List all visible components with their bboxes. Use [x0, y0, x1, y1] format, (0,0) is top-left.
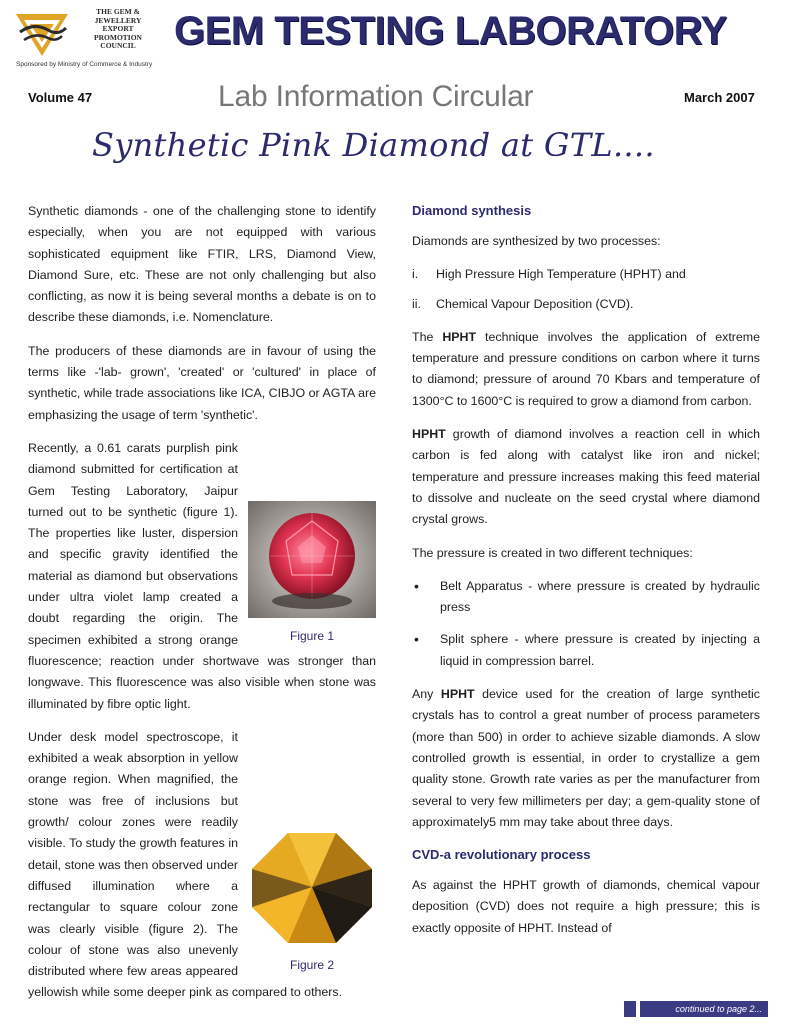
section-heading-diamond-synthesis: Diamond synthesis	[412, 203, 532, 218]
paragraph-text: The	[412, 329, 443, 344]
list-item: • Belt Apparatus - where pressure is created by hydraulic press	[412, 576, 760, 619]
right-paragraph-2	[412, 327, 760, 412]
yellow-diamond-zoning-image	[248, 829, 376, 947]
logo-org-line: JEWELLERY	[94, 15, 142, 25]
left-paragraph-4-text: Under desk model spectroscope, it exhibited a weak absorption in yellow orange region. When magnified, the stone was free of inclusions but growth/ colour zones were readily visible. To study the growth features in detail, stone was then observed under diffused illumination where a rectangular to square colour zone was clearly visible (figure 2). The colour of stone was also unevenly distributed where few areas appeared yellowish while some deeper pink as compared to others.	[28, 729, 343, 1000]
paragraph-text: Any	[412, 687, 441, 702]
issue-date: March 2007	[684, 90, 755, 105]
article-headline: Synthetic Pink Diamond at GTL....	[92, 126, 655, 164]
list-item-number: ii.	[412, 296, 421, 311]
continued-to-page-link[interactable]: continued to page 2...	[640, 1001, 768, 1017]
bold-term: HPHT	[442, 329, 477, 344]
right-paragraph-3	[412, 424, 760, 530]
left-paragraph-4	[28, 727, 376, 1004]
logo-org-line: PROMOTION	[94, 32, 142, 42]
paragraph-text: technique involves the application of extreme temperature and pressure conditions on carbon where it turns to diamond; pressure of around 70 Kbars and temperature of 1300°C to 1600°C is required to grow a diamond from carbon.	[412, 329, 761, 408]
logo-org-line: THE GEM &	[96, 7, 140, 16]
figure-2	[248, 829, 376, 974]
left-paragraph-2: The producers of these diamonds are in favour of using the terms like -'lab- grown', 'created' or 'cultured' in place of synthetic, while trade associations like ICA, CIBJO or AGTA are emphasizing the usage of term 'synthetic'.	[28, 343, 376, 422]
list-item-text: High Pressure High Temperature (HPHT) and	[436, 267, 686, 282]
continued-marker	[624, 1001, 636, 1017]
synthesis-process-list	[412, 264, 760, 315]
right-paragraph-6: As against the HPHT growth of diamonds, chemical vapour deposition (CVD) does not require a high pressure; this is exactly opposite of HPHT. Instead of	[412, 878, 760, 935]
right-paragraph-4: The pressure is created in two different techniques:	[412, 545, 693, 560]
volume-number: Volume 47	[28, 90, 93, 105]
left-paragraph-3-text: Recently, a 0.61 carats purplish pink diamond submitted for certification at Gem Testing Laboratory, Jaipur turned out to be synthetic (figure 1). The properties like luster, dispersion and specific gravity identified the material as diamond but observations under ultra violet lamp created a doubt regarding the origin. The specimen exhibited a strong orange fluorescence; reaction under shortwave was stronger than longwave. This fluorescence was also visible when stone was illuminated by fibre optic light.	[28, 440, 376, 711]
list-item	[412, 294, 760, 315]
figure-1-caption: Figure 1	[289, 629, 335, 644]
circular-title: Lab Information Circular	[218, 80, 534, 113]
pressure-technique-list	[412, 576, 760, 672]
page-title: GEM TESTING LABORATORY	[174, 9, 727, 53]
paragraph-text: device used for the creation of large synthetic crystals has to control a great number of process parameters (more than 500) in order to achieve sizable diamonds. A slow controlled growth is essential, in order to crystallize a gem quality stone. Growth rate varies as per the manufacturer from several to very few millimeters per day; a gem-quality stone of approximately5 mm may take about three days.	[412, 687, 760, 829]
section-heading-cvd: CVD-a revolutionary process	[412, 847, 591, 863]
logo-org-line: EXPORT	[102, 24, 134, 33]
paragraph-text: growth of diamond involves a reaction cell in which carbon is fed along with catalyst like iron and nickel; temperature and pressure increases making this feed material to dissolve and nucleate on the seed crystal where diamond crystal grows.	[412, 427, 760, 527]
right-column	[412, 201, 760, 951]
left-paragraph-1: Synthetic diamonds - one of the challenging stone to identify especially, when you are not equipped with various sophisticated equipment like FTIR, LRS, Diamond View, Diamond Sure, etc. These are not only challenging but also conflicting, as now it is being several months a debate is on to describe these diamonds, i.e. Nomenclature.	[28, 204, 376, 325]
left-paragraph-3	[28, 438, 376, 715]
list-item: • Split sphere - where pressure is created by injecting a liquid in compression barrel.	[412, 629, 760, 672]
figure-1	[248, 501, 376, 645]
bold-term: HPHT	[412, 427, 446, 442]
bold-term: HPHT	[440, 687, 475, 702]
logo-sponsor-text: Sponsored by Ministry of Commerce & Industry	[16, 61, 153, 68]
list-item	[412, 264, 760, 285]
list-item-text: Chemical Vapour Deposition (CVD).	[436, 296, 634, 311]
left-column	[28, 201, 376, 1016]
right-paragraph-5	[412, 684, 760, 833]
list-item-number: i.	[412, 267, 419, 282]
gjepc-logo	[12, 6, 162, 70]
logo-org-name	[72, 8, 164, 51]
right-paragraph-1: Diamonds are synthesized by two processes:	[412, 234, 661, 248]
figure-2-caption: Figure 2	[289, 958, 335, 973]
logo-org-line: COUNCIL	[100, 41, 136, 50]
gjepc-emblem-icon	[14, 10, 70, 60]
pink-diamond-image	[248, 501, 376, 618]
